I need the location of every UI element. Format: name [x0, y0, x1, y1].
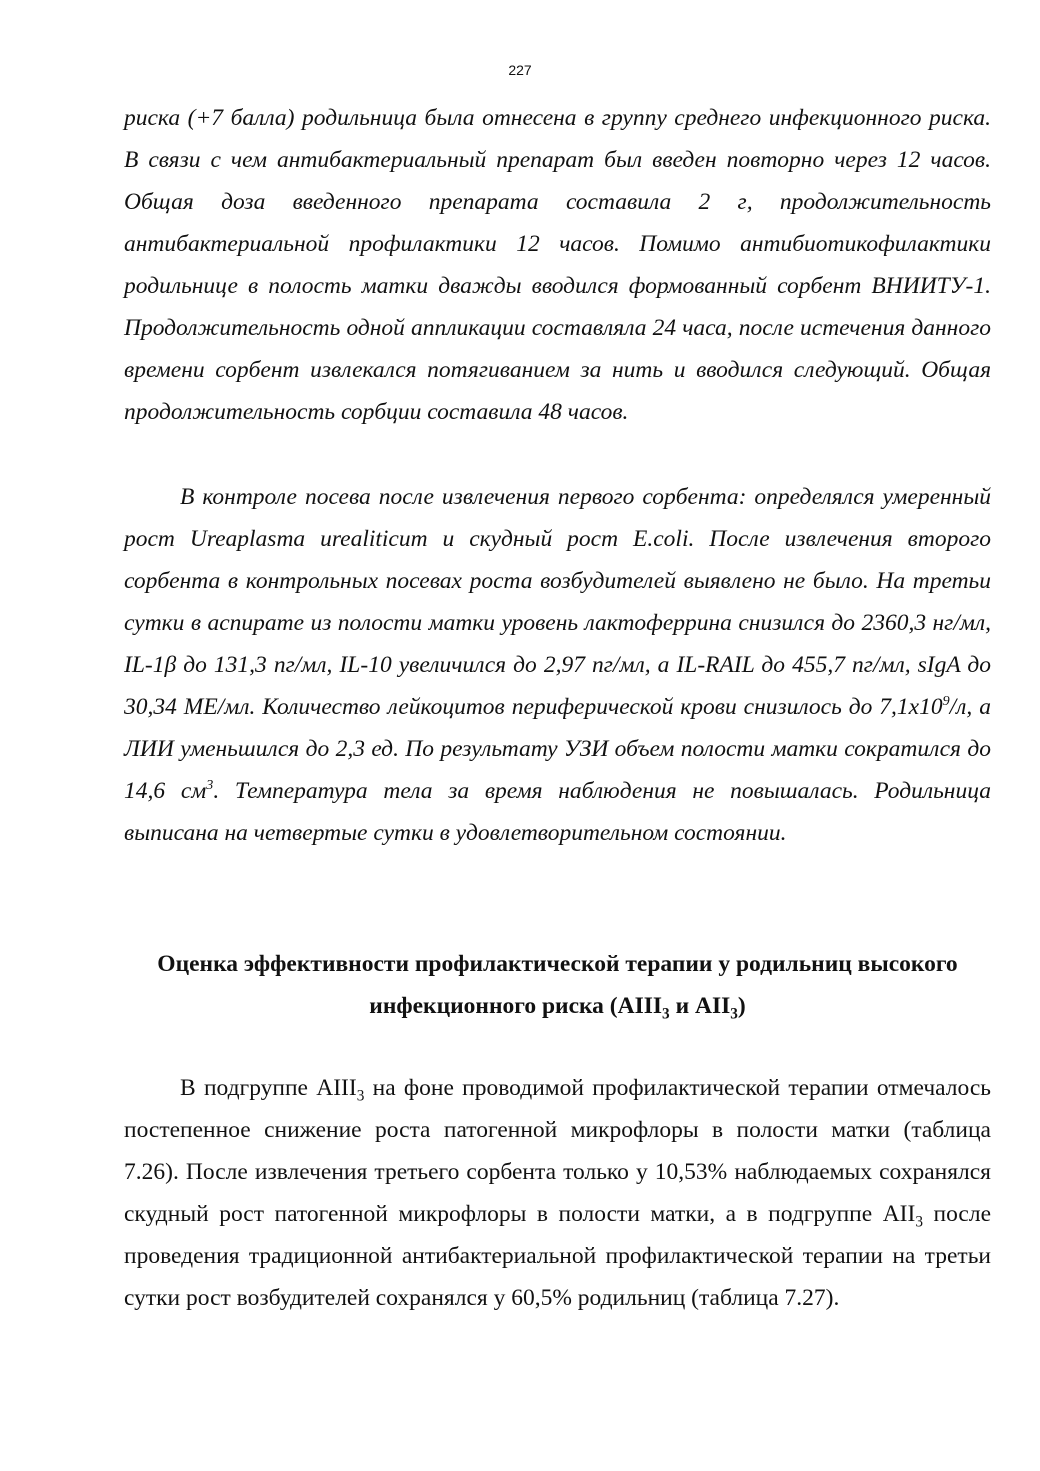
paragraph-subgroup-results — [124, 1067, 991, 1319]
page-number: 227 — [508, 62, 532, 78]
subscript: 3 — [915, 1213, 923, 1231]
section-heading: Оценка эффективности профилактической терапии у родильниц высокого инфекционного риска ($АIII_3$ и $АII_3$) — [157, 951, 958, 1023]
paragraph-text: /л, а ЛИИ уменьшился до 2,3 ед. По результату УЗИ объем полости матки сократился до 14,6 см — [124, 694, 991, 804]
subscript: 3 — [356, 1087, 365, 1105]
subscript: 3 — [730, 1005, 738, 1023]
paragraph-culture-control — [124, 476, 991, 854]
exponent: 9 — [942, 693, 950, 710]
paragraph-text: В подгруппе АIII — [180, 1075, 357, 1101]
paragraph-case-treatment — [124, 97, 991, 433]
paragraph-text: на фоне проводимой профилактической терапии отмечалось постепенное снижение роста патогенной микрофлоры в полости матки (таблица 7.26). После извлечения третьего сорбента только у 10,53% наблюдаемых сохранялся скудный рост патогенной микрофлоры в полости матки, а в подгруппе АII — [124, 1075, 991, 1227]
exponent: 3 — [206, 777, 214, 794]
paragraph-text: после проведения традиционной антибактериальной профилактической терапии на третьи сутки рост возбудителей сохранялся у 60,5% родильниц (таблица 7.27). — [124, 1201, 992, 1311]
paragraph-text: риска (+7 балла) родильница была отнесена в группу среднего инфекционного риска. В связи с чем антибактериальный препарат был введен повторно через 12 часов. Общая доза введенного препарата составила 2 г, продолжительность антибактериальной профилактики 12 часов. Помимо антибиотикофилактики родильнице в полость матки дважды вводился формованный сорбент ВНИИТУ-1. Продолжительность одной аппликации составляла 24 часа, после истечения данного времени сорбент извлекался потягиванием за нить и вводился следующий. Общая продолжительность сорбции составила 48 часов. — [124, 105, 991, 425]
subscript: 3 — [662, 1005, 670, 1023]
paragraph-text: . Температура тела за время наблюдения не повышалась. Родильница выписана на четвертые сутки в удовлетворительном состоянии. — [124, 778, 992, 846]
paragraph-text: В контроле посева после извлечения первого сорбента: определялся умеренный рост Ureaplasma urealiticum и скудный рост E.coli. После извлечения второго сорбента в контрольных посевах роста возбудителей выявлено не было. На третьи сутки в аспирате из полости матки уровень лактоферрина снизился до 2360,3 нг/мл, IL-1β до 131,3 пг/мл, IL-10 увеличился до 2,97 пг/мл, а IL-RAIL до 455,7 пг/мл, sIgA до 30,34 МЕ/мл. Количество лейкоцитов периферической крови снизилось до 7,1x10 — [124, 484, 991, 720]
